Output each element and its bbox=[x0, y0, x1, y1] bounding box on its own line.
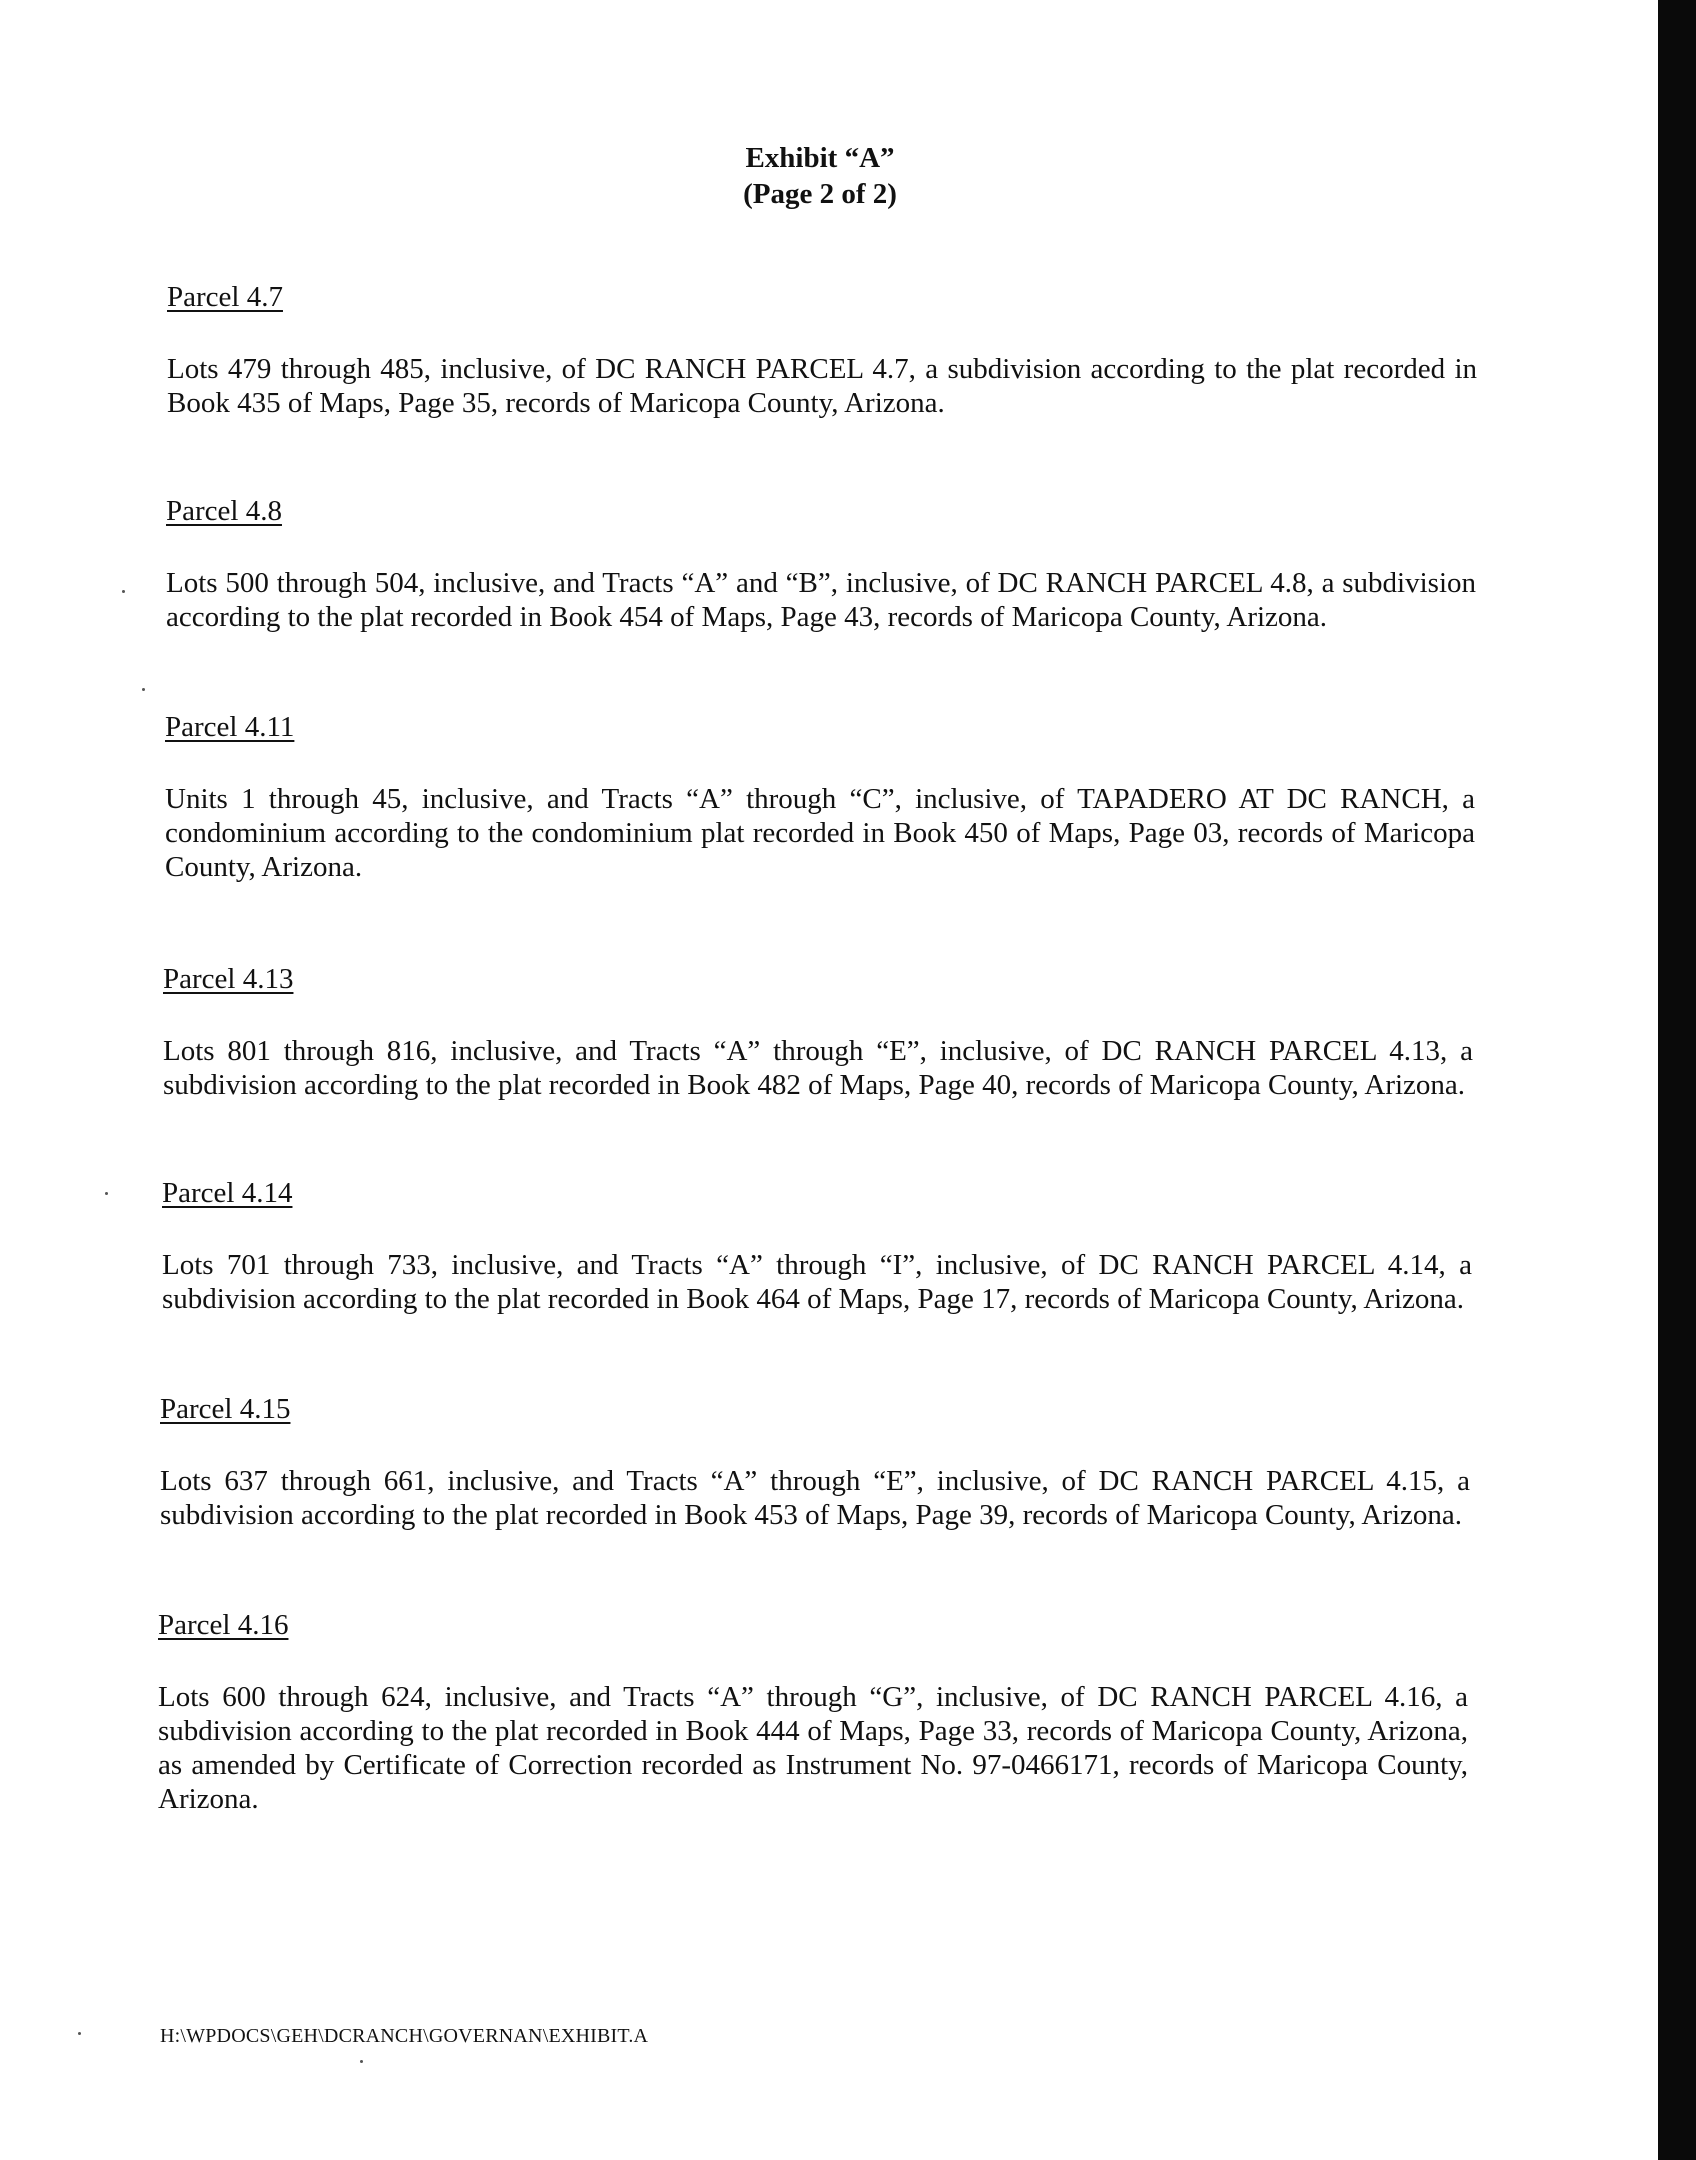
parcel-description: Lots 637 through 661, inclusive, and Tracts “A” through “E”, inclusive, of DC RANCH PARCEL 4.15, a subdivision according to the plat recorded in Book 453 of Maps, Page 39, records of Maricopa County, Arizona. bbox=[160, 1465, 1470, 1531]
parcel-heading: Parcel 4.14 bbox=[162, 1177, 293, 1209]
parcel-description: Lots 801 through 816, inclusive, and Tracts “A” through “E”, inclusive, of DC RANCH PARCEL 4.13, a subdivision according to the plat recorded in Book 482 of Maps, Page 40, records of Maricopa County, Arizona. bbox=[163, 1035, 1473, 1101]
parcel-heading: Parcel 4.7 bbox=[167, 281, 283, 313]
scan-speck bbox=[142, 688, 145, 691]
scan-speck bbox=[78, 2032, 81, 2035]
exhibit-title: Exhibit “A” bbox=[745, 142, 895, 174]
parcel-description: Lots 701 through 733, inclusive, and Tracts “A” through “I”, inclusive, of DC RANCH PARCEL 4.14, a subdivision according to the plat recorded in Book 464 of Maps, Page 17, records of Maricopa County, Arizona. bbox=[162, 1249, 1472, 1315]
parcel-section-4-8 bbox=[166, 494, 1476, 634]
parcel-heading: Parcel 4.13 bbox=[163, 963, 294, 995]
parcel-heading: Parcel 4.8 bbox=[166, 495, 282, 527]
document-path-footer: H:\WPDOCS\GEH\DCRANCH\GOVERNAN\EXHIBIT.A bbox=[160, 2025, 649, 2047]
parcel-heading: Parcel 4.11 bbox=[165, 711, 295, 743]
scan-speck bbox=[105, 1192, 108, 1195]
parcel-description: Lots 479 through 485, inclusive, of DC RANCH PARCEL 4.7, a subdivision according to the plat recorded in Book 435 of Maps, Page 35, records of Maricopa County, Arizona. bbox=[167, 353, 1477, 419]
parcel-description: Units 1 through 45, inclusive, and Tracts “A” through “C”, inclusive, of TAPADERO AT DC RANCH, a condominium according to the condominium plat recorded in Book 450 of Maps, Page 03, records of Maricopa County, Arizona. bbox=[165, 783, 1475, 883]
parcel-heading: Parcel 4.15 bbox=[160, 1393, 291, 1425]
scan-edge-bar bbox=[1658, 0, 1696, 2160]
page-indicator: (Page 2 of 2) bbox=[743, 178, 897, 210]
parcel-description: Lots 600 through 624, inclusive, and Tracts “A” through “G”, inclusive, of DC RANCH PARCEL 4.16, a subdivision according to the plat recorded in Book 444 of Maps, Page 33, records of Maricopa County, Arizona, as amended by Certificate of Correction recorded as Instrument No. 97-0466171, records of Maricopa County, Arizona. bbox=[158, 1681, 1468, 1815]
parcel-heading: Parcel 4.16 bbox=[158, 1609, 289, 1641]
parcel-section-4-7 bbox=[167, 280, 1477, 420]
scan-speck bbox=[360, 2060, 363, 2063]
parcel-section-4-14 bbox=[162, 1176, 1472, 1316]
parcel-section-4-13 bbox=[163, 962, 1473, 1102]
parcel-section-4-15 bbox=[160, 1392, 1470, 1532]
scan-speck bbox=[122, 590, 125, 593]
exhibit-header bbox=[0, 140, 1640, 212]
parcel-description: Lots 500 through 504, inclusive, and Tracts “A” and “B”, inclusive, of DC RANCH PARCEL 4.8, a subdivision according to the plat recorded in Book 454 of Maps, Page 43, records of Maricopa County, Arizona. bbox=[166, 567, 1476, 633]
parcel-section-4-16 bbox=[158, 1608, 1468, 1816]
parcel-section-4-11 bbox=[165, 710, 1475, 884]
